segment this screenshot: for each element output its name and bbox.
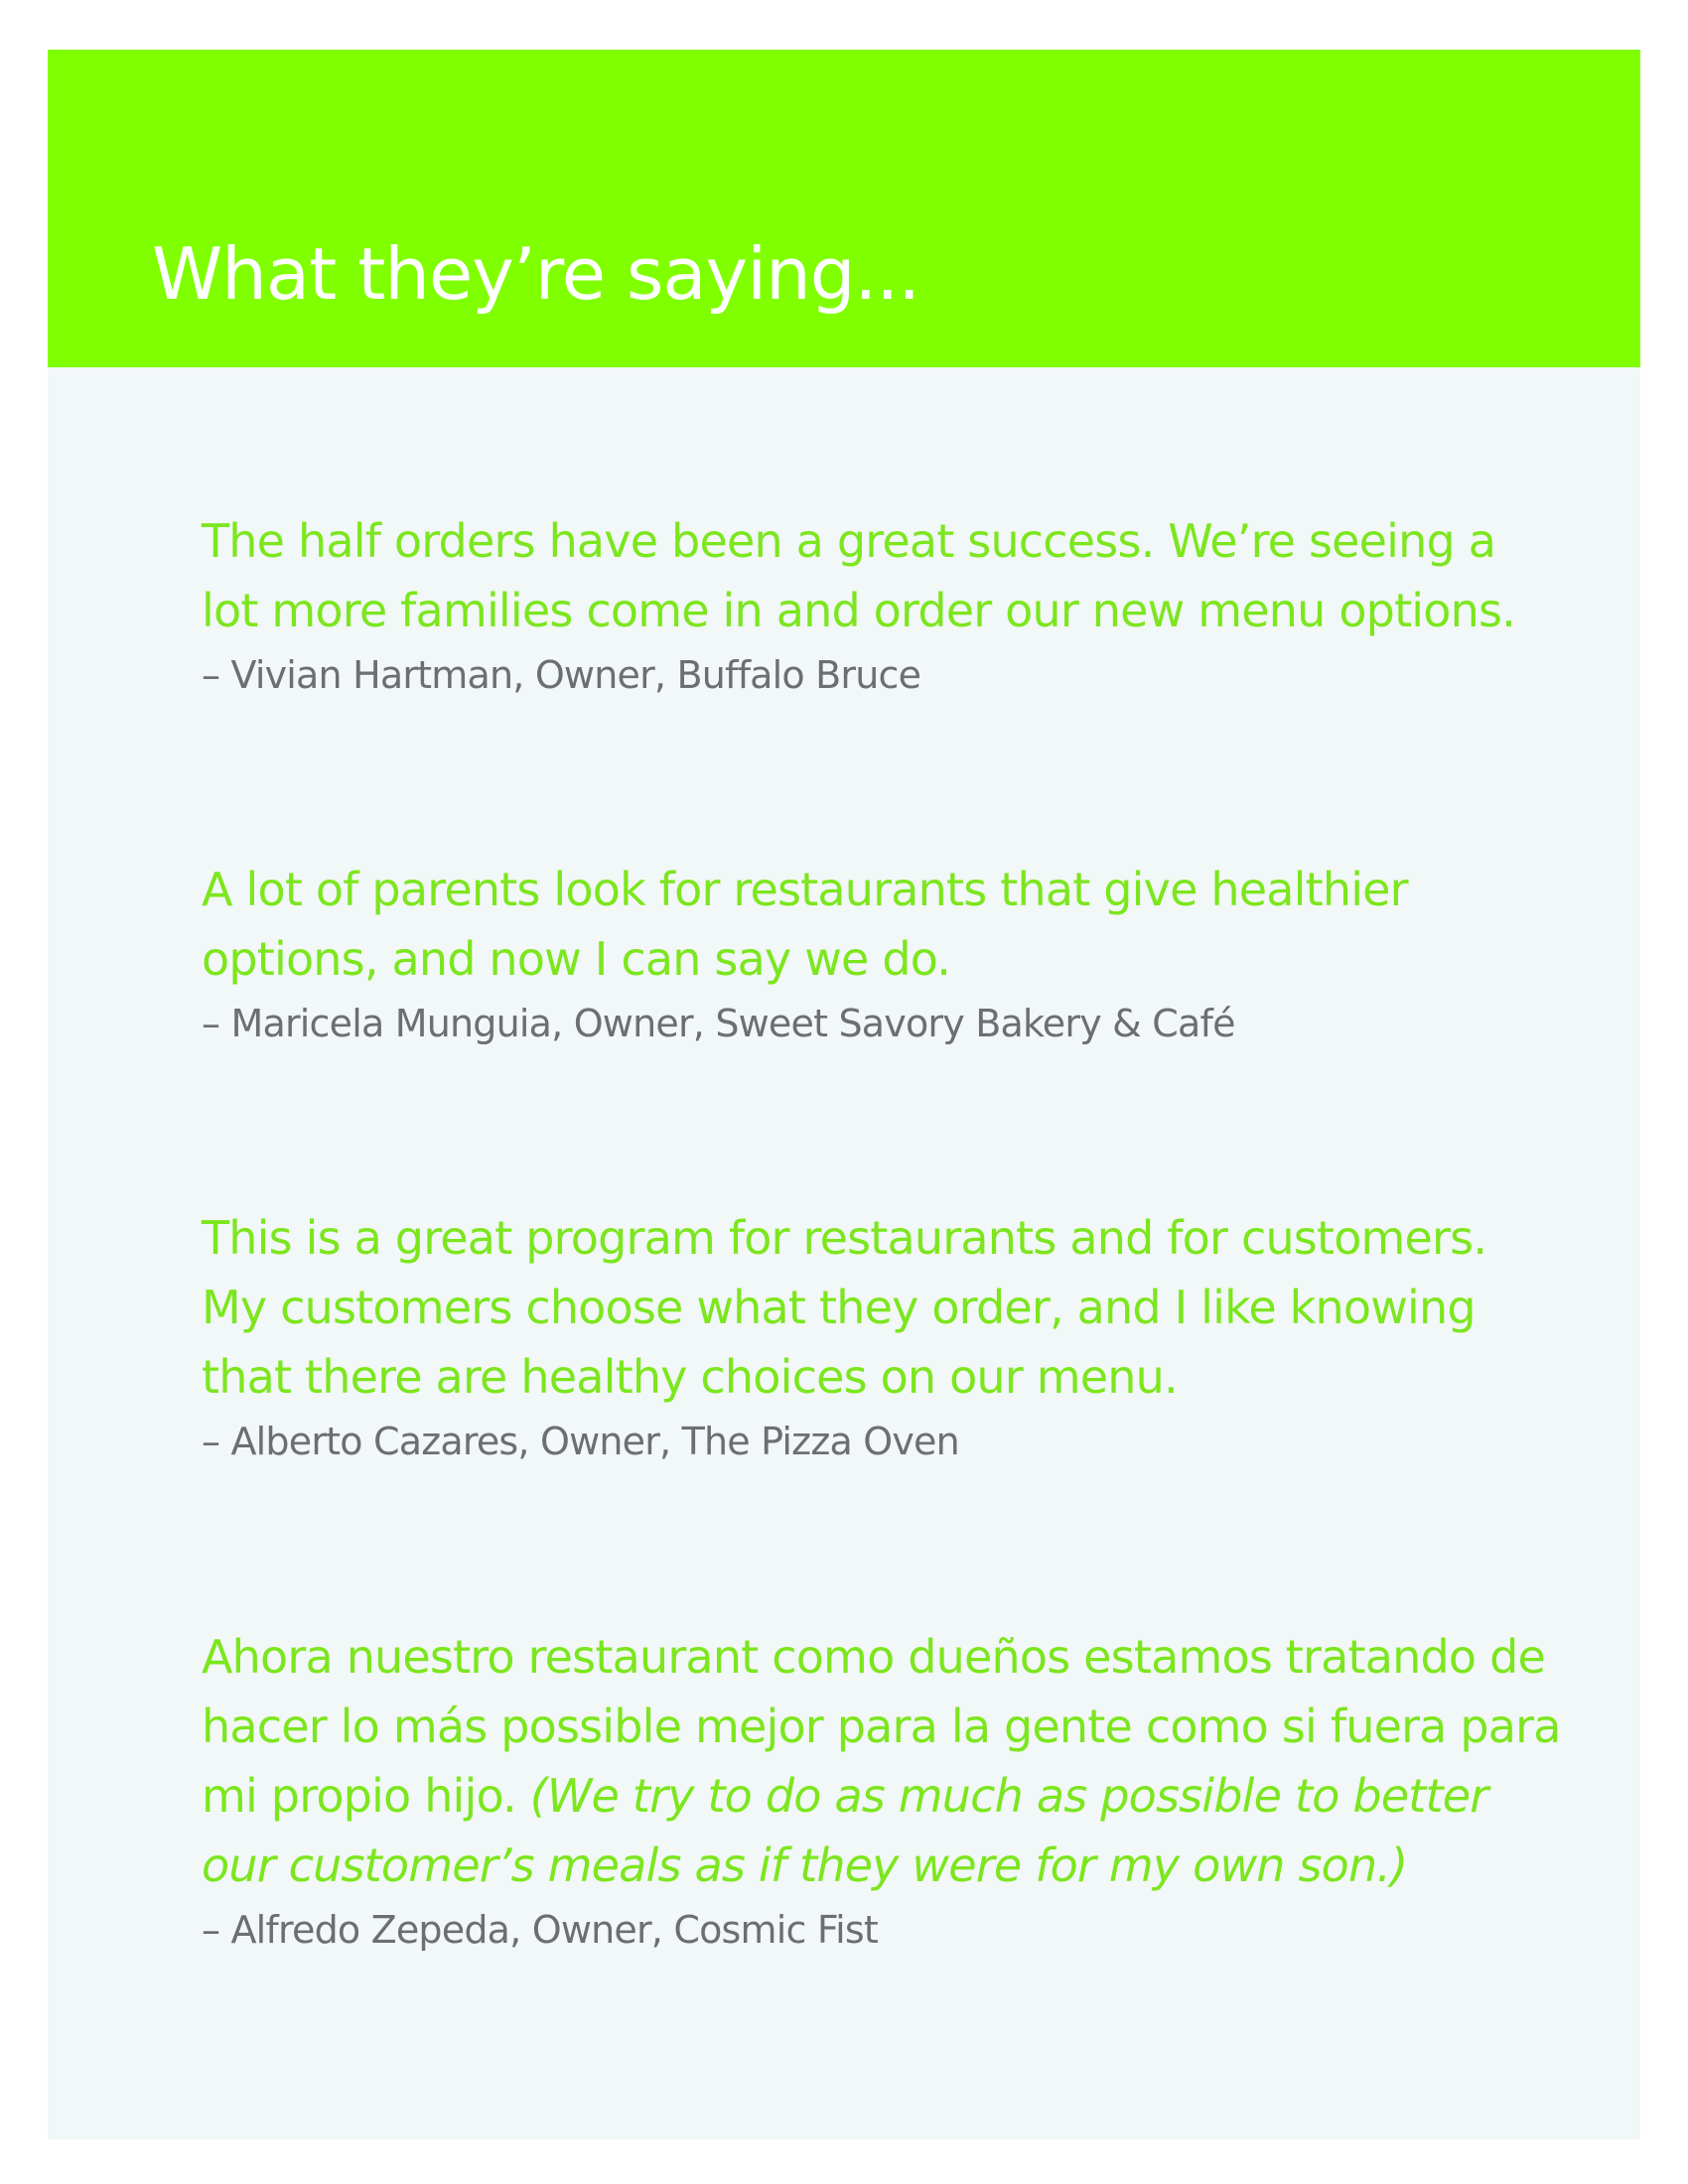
quote-line: My customers choose what they order, and I like knowing [202, 1281, 1476, 1334]
quote-text [202, 1203, 1612, 1412]
quote-text [202, 506, 1612, 645]
quote-translation-fragment: (We try to do as much as possible to better [529, 1769, 1488, 1823]
testimonial-4 [202, 1622, 1612, 1960]
quote-line: A lot of parents look for restaurants that give healthier [202, 863, 1408, 916]
testimonial-2 [202, 855, 1612, 1053]
testimonial-1 [202, 506, 1612, 705]
quote-translation-line: our customer’s meals as if they were for my own son.) [202, 1839, 1408, 1892]
quote-attribution: – Alberto Cazares, Owner, The Pizza Oven [202, 1420, 959, 1463]
quote-attribution: – Alfredo Zepeda, Owner, Cosmic Fist [202, 1908, 879, 1952]
quote-attribution: – Vivian Hartman, Owner, Buffalo Bruce [202, 653, 921, 697]
quote-text [202, 1622, 1612, 1900]
quote-line: that there are healthy choices on our menu. [202, 1350, 1178, 1404]
quote-attribution: – Maricela Munguia, Owner, Sweet Savory Bakery & Café [202, 1002, 1235, 1045]
quote-line: The half orders have been a great success. We’re seeing a [202, 514, 1496, 568]
quote-line: This is a great program for restaurants and for customers. [202, 1211, 1487, 1265]
quote-line: options, and now I can say we do. [202, 932, 951, 986]
quote-line: Ahora nuestro restaurant como dueños estamos tratando de [202, 1630, 1545, 1684]
testimonial-3 [202, 1203, 1612, 1471]
quote-line: hacer lo más possible mejor para la gente como si fuera para [202, 1700, 1561, 1753]
quote-text [202, 855, 1612, 994]
page-title: What they’re saying... [152, 232, 920, 316]
quote-fragment: mi propio hijo. [202, 1769, 530, 1823]
quote-line: lot more families come in and order our new menu options. [202, 584, 1515, 637]
quote-line-mixed [202, 1761, 1612, 1831]
header-band [48, 50, 1640, 367]
